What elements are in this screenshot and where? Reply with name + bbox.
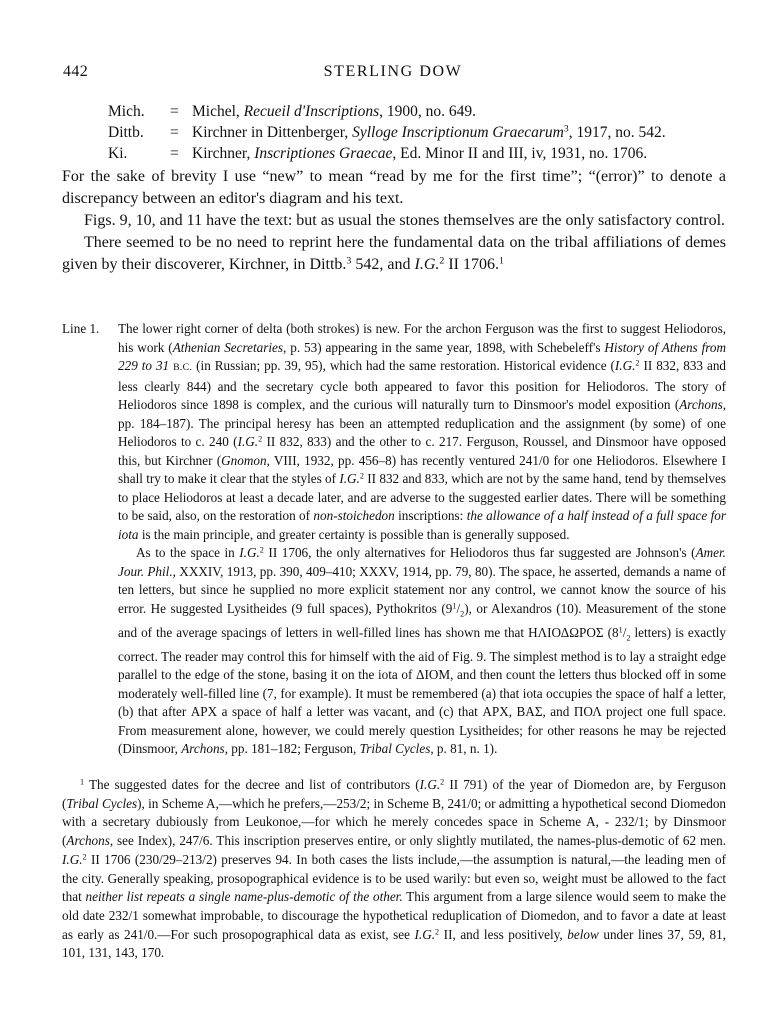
equals-sign: =: [170, 124, 179, 141]
abbreviation-key: Mich.: [108, 103, 145, 120]
abbreviation-list: [108, 101, 666, 164]
note-paragraph: The lower right corner of delta (both strokes) is new. For the archon Ferguson was the first to suggest Heliodoros, his work (Athenian Secretaries, p. 53) appearing in the same year, 1898, with Schebeleff's History of Athens from 229 to 31 B.C. (in Russian; pp. 39, 95), which had the same restoration. Historical evidence (I.G.$^2$ II 832, 833 and less clearly 844) and the secretary cycle both appeared to favor this position for Heliodoros. The story of Heliodoros since 1898 is complex, and the curious will naturally turn to Dinsmoor's model exposition (Archons, pp. 184–187). The principal heresy has been an attempted reduplication and the assignment (by some) of one Heliodoros to c. 240 (I.G.$^2$ II 832, 833) and the other to c. 217. Ferguson, Roussel, and Dinsmoor have opposed this, but Kirchner (Gnomon, VIII, 1932, pp. 456–8) has recently ventured 241/0 for one Heliodoros. Elsewhere I shall try to make it clear that the styles of I.G.$^2$ II 832 and 833, which are not by the same hand, tend by themselves to place Heliodoros at least a decade later, and are adverse to the suggested earlier dates. There will be something to be said, also, on the restoration of non-stoichedon inscriptions: the allowance of a half instead of a full space for iota is the main principle, and greater certainty is possible than is generally supposed.: [118, 321, 727, 542]
running-head: STERLING DOW: [323, 63, 463, 80]
intro-paragraph: For the sake of brevity I use “new” to mean “read by me for the first time”; “(error)” to denote a discrepancy between an editor's diagram and his text.: [62, 168, 726, 207]
line-note: [62, 320, 726, 759]
footnote-text: $^1$ The suggested dates for the decree and list of contributors (I.G.$^2$ II 791) of the year of Diomedon are, by Ferguson (Tribal Cycles), in Scheme A,—which he prefers,—253/2; in Scheme B, 241/0; or admitting a hypothetical second Diomedon with a secretary dubiously from Leukonoe,—for which he merely concedes space in Scheme A, - 232/1; by Dinsmoor (Archons, see Index), 247/6. This inscription preserves entire, or only slightly mutilated, the names-plus-demotic of 62 men. I.G.$^2$ II 1706 (230/29–213/2) preserves 94. In both cases the lists include,—the assumption is natural,—the leading men of the city. Generally speaking, prosopographical evidence is to be used warily: but even so, weight must be allowed to the fact that neither list repeats a single name-plus-demotic of the other. This argument from a large silence would seem to make the old date 232/1 somewhat improbable, to discourage the hypothetical reduplication of Diomedon, and to favor a date at least as early as 241/0.—For such prosopographical data as exist, see I.G.$^2$ II, and less positively, below under lines 37, 59, 81, 101, 131, 143, 170.: [62, 777, 727, 961]
abbreviation-key: Ki.: [108, 145, 128, 162]
footnote: [62, 776, 726, 963]
abbreviation-row: [108, 122, 666, 143]
page-header: [63, 63, 723, 87]
abbreviation-row: [108, 101, 666, 122]
intro-paragraph: There seemed to be no need to reprint here the fundamental data on the tribal affiliations of demes given by their discoverer, Kirchner, in Dittb.$^3$ 542, and I.G.$^2$ II 1706.$^1$: [62, 234, 726, 273]
abbreviation-key: Dittb.: [108, 124, 144, 141]
abbreviation-definition: Kirchner, Inscriptiones Graecae, Ed. Minor II and III, iv, 1931, no. 1706.: [192, 145, 648, 162]
equals-sign: =: [170, 145, 179, 162]
line-notes: [62, 320, 726, 759]
equals-sign: =: [170, 103, 179, 120]
intro-text: [62, 166, 726, 276]
intro-paragraph: Figs. 9, 10, and 11 have the text: but as usual the stones themselves are the only satisfactory control.: [84, 212, 726, 229]
page-number: 442: [63, 63, 89, 80]
line-note-body: [118, 320, 726, 759]
note-paragraph: As to the space in I.G.$^2$ II 1706, the only alternatives for Heliodoros thus far suggested are Johnson's (Amer. Jour. Phil., XXXIV, 1913, pp. 390, 409–410; XXXV, 1914, pp. 79, 80). The space, he asserted, demands a name of ten letters, but since he supplied no more explicit statement nor any control, we cannot know the source of his error. He suggested Lysitheides (9 full spaces), Pythokritos $(9^1/_2)$, or Alexandros (10). Measurement of the stone and of the average spacings of letters in well-filled lines has shown me that ΗΛΙΟΔΩΡΟΣ ($8^1/_2$ letters) is exactly correct. The reader may control this for himself with the aid of Fig. 9. The simplest method is to lay a straight edge parallel to the edge of the stone, basing it on the iota of ΔΙΟΜ, and then count the letters thus blocked off in some moderately well-filled line (7, for example). It must be remembered (a) that iota occupies the space of half a letter, (b) that after ΑΡΧ a space of half a letter was vacant, and (c) that ΑΡΧ, ΒΑΣ, and ΠΟΛ project one full space. From measurement alone, however, we could merely question Lysitheides; for other reasons he may be rejected (Dinsmoor, Archons, pp. 181–182; Ferguson, Tribal Cycles, p. 81, n. 1).: [118, 545, 727, 757]
abbreviation-definition: Michel, Recueil d'Inscriptions, 1900, no. 649.: [192, 103, 476, 120]
line-note-label: Line 1.: [62, 321, 100, 336]
abbreviation-definition: Kirchner in Dittenberger, Sylloge Inscriptionum Graecarum$^3$, 1917, no. 542.: [192, 123, 666, 141]
footnote-marker: 1: [80, 777, 85, 787]
abbreviation-row: [108, 143, 666, 164]
